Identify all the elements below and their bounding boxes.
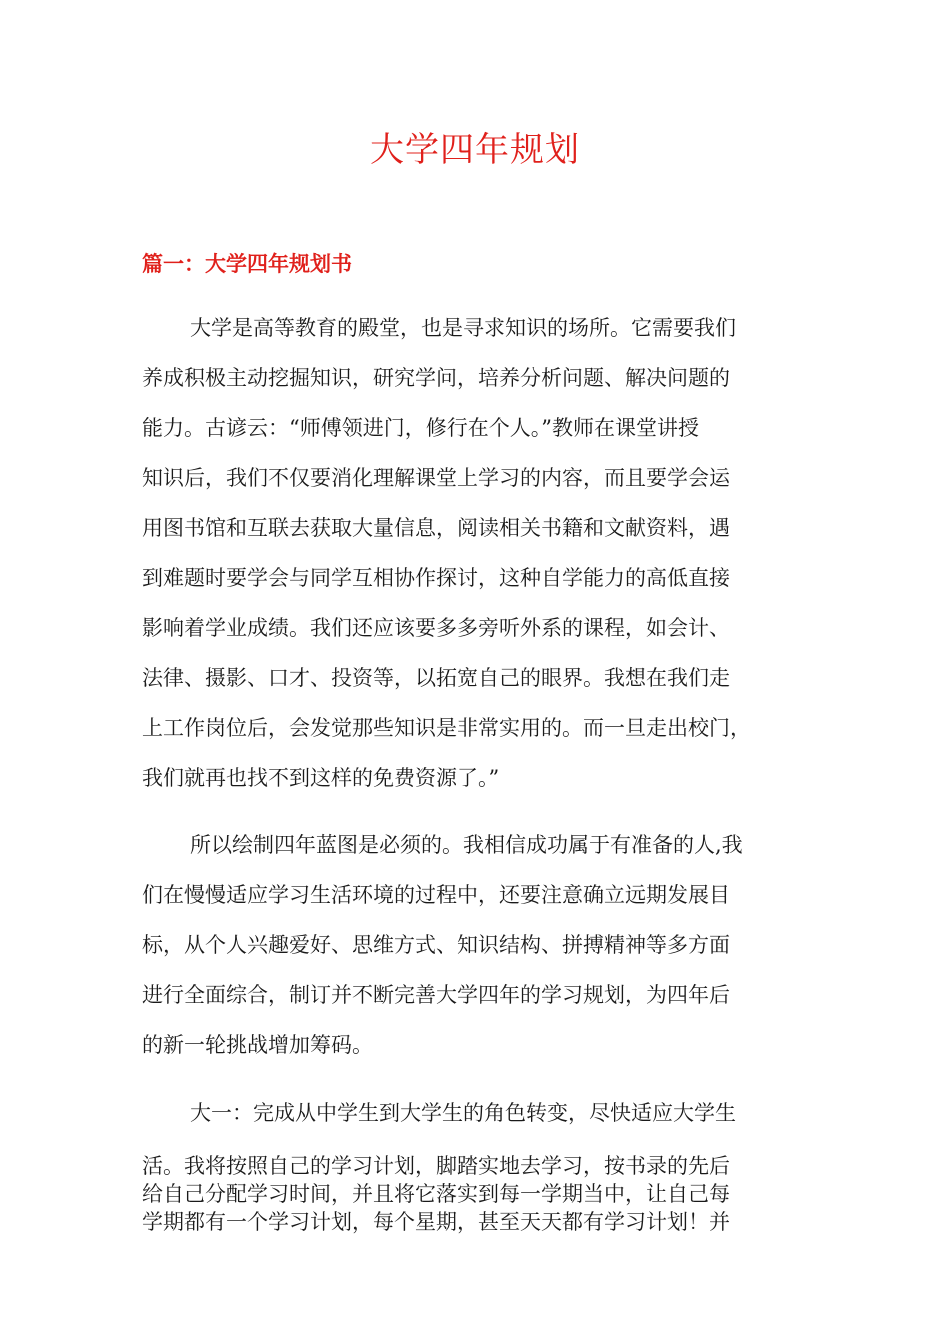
paragraph-1-line-5: 用图书馆和互联去获取大量信息，阅读相关书籍和文献资料，遇: [142, 516, 730, 540]
paragraph-2-line-5: 的新一轮挑战增加筹码。: [142, 1033, 373, 1057]
paragraph-3-line-2: 活。我将按照自己的学习计划，脚踏实地去学习，按书录的先后: [142, 1154, 730, 1178]
paragraph-1-line-10: 我们就再也找不到这样的免费资源了。”: [142, 766, 500, 790]
paragraph-3-line-1: 大一：完成从中学生到大学生的角色转变，尽快适应大学生: [190, 1101, 736, 1125]
paragraph-2-line-3: 标，从个人兴趣爱好、思维方式、知识结构、拼搏精神等多方面: [142, 933, 730, 957]
paragraph-2-line-4: 进行全面综合，制订并不断完善大学四年的学习规划，为四年后: [142, 983, 730, 1007]
document-title: 大学四年规划: [370, 130, 580, 170]
paragraph-2-line-2: 们在慢慢适应学习生活环境的过程中，还要注意确立远期发展目: [142, 883, 730, 907]
paragraph-3-line-3: 给自己分配学习时间，并且将它落实到每一学期当中，让自己每: [142, 1182, 730, 1206]
paragraph-1-line-8: 法律、摄影、口才、投资等，以拓宽自己的眼界。我想在我们走: [142, 666, 730, 690]
section-heading: 篇一：大学四年规划书: [142, 252, 352, 276]
paragraph-1-line-2: 养成积极主动挖掘知识，研究学问，培养分析问题、解决问题的: [142, 366, 730, 390]
paragraph-1-line-7: 影响着学业成绩。我们还应该要多多旁听外系的课程，如会计、: [142, 616, 730, 640]
paragraph-1-line-4: 知识后，我们不仅要消化理解课堂上学习的内容，而且要学会运: [142, 466, 730, 490]
paragraph-1-line-1: 大学是高等教育的殿堂，也是寻求知识的场所。它需要我们: [190, 316, 736, 340]
paragraph-1-line-6: 到难题时要学会与同学互相协作探讨，这种自学能力的高低直接: [142, 566, 730, 590]
paragraph-2-line-1: 所以绘制四年蓝图是必须的。我相信成功属于有准备的人,我: [190, 833, 743, 857]
paragraph-3-line-4: 学期都有一个学习计划，每个星期，甚至天天都有学习计划！并: [142, 1210, 730, 1234]
paragraph-1-line-3: 能力。古谚云：“师傅领进门，修行在个人。”教师在课堂讲授: [142, 416, 699, 440]
paragraph-1-line-9: 上工作岗位后，会发觉那些知识是非常实用的。而一旦走出校门，: [142, 716, 751, 740]
